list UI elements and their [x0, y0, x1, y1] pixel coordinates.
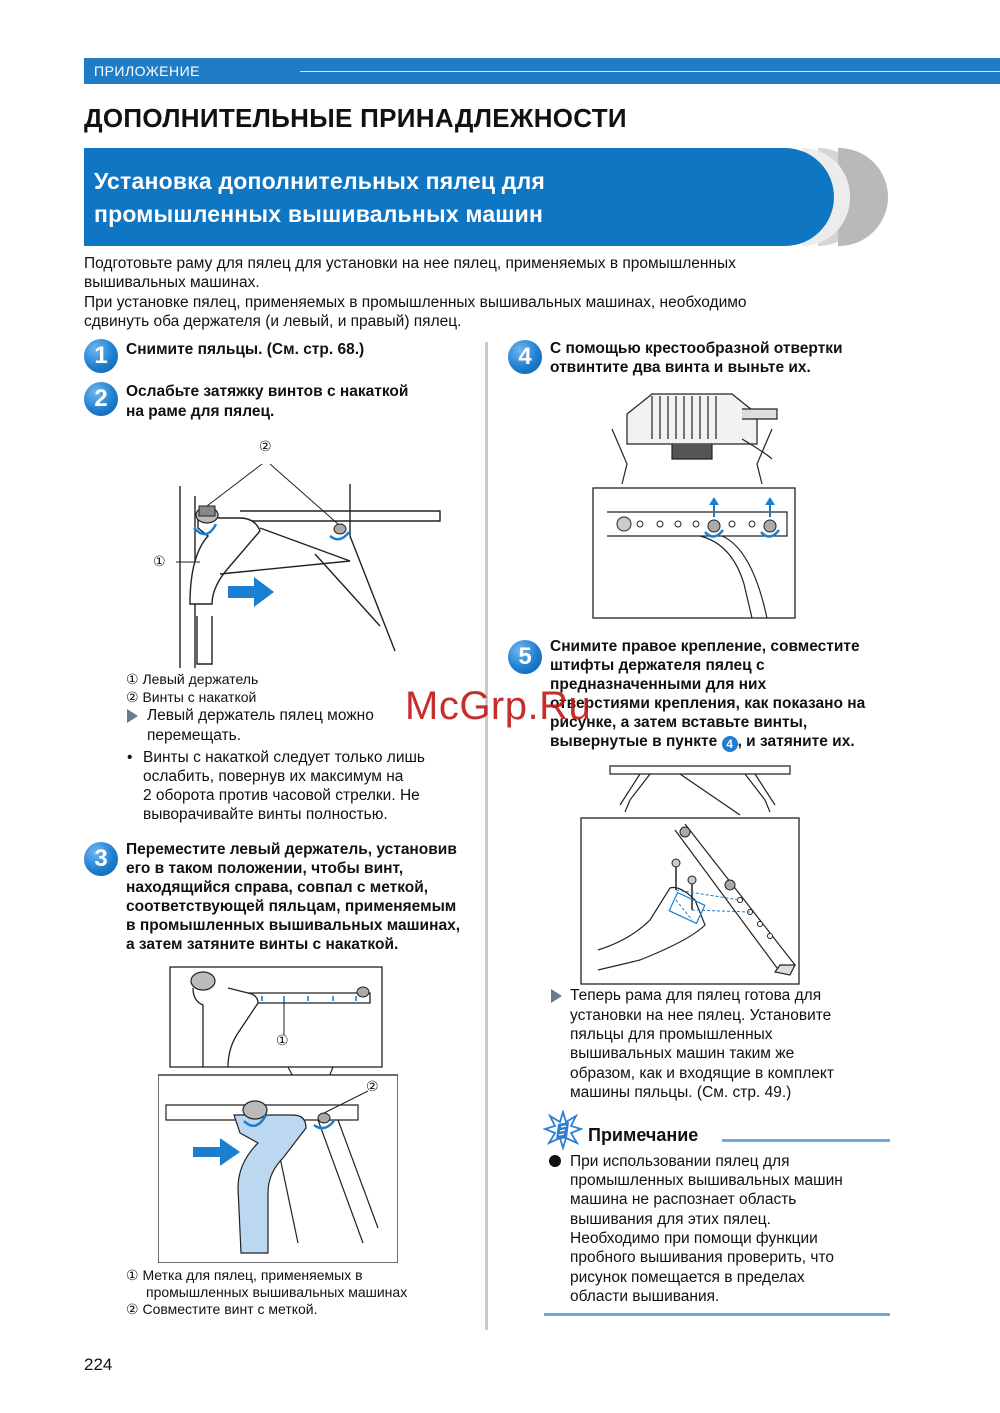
page-number: 224: [84, 1355, 113, 1374]
note-text: пробного вышивания проверить, что: [570, 1249, 834, 1266]
note-title: Примечание: [588, 1125, 699, 1145]
caption-text: Левый держатель: [142, 671, 259, 687]
intro-line: Подготовьте раму для пялец для установки на нее пялец, применяемых в промышленных: [84, 255, 736, 272]
bullet-icon: •: [127, 749, 133, 766]
note-text: Необходимо при помощи функции: [570, 1230, 818, 1247]
bracket-mount-illustration: [580, 760, 804, 986]
caption: [126, 1267, 363, 1284]
step-ref-badge: 4: [722, 736, 738, 752]
step-text: находящийся справа, совпал с меткой,: [126, 879, 429, 896]
callout-2: ②: [366, 1078, 379, 1094]
intro-line: При установке пялец, применяемых в промышленных вышивальных машинах, необходимо: [84, 294, 747, 311]
callout-1: ①: [276, 1032, 289, 1048]
caption-text: Винты с накаткой: [142, 689, 257, 705]
intro-line: сдвинуть оба держателя (и левый, и правый) пялец.: [84, 313, 462, 330]
subsection-banner: [84, 148, 834, 246]
intro-line: вышивальных машинах.: [84, 274, 260, 291]
caption: [126, 1301, 318, 1318]
step-text: вывернутые в пункте: [550, 733, 722, 750]
step-text: Снимите правое крепление, совместите: [550, 638, 860, 655]
step-text: соответствующей пяльцам, применяемым: [126, 898, 457, 915]
step-text: Ослабьте затяжку винтов с накаткой: [126, 383, 409, 400]
note-text: рисунок помещается в пределах: [570, 1269, 805, 1286]
result-text: установки на нее пялец. Установите: [570, 1007, 832, 1024]
step-text: в промышленных вышивальных машинах,: [126, 917, 460, 934]
left-holder-illustration: [150, 436, 450, 668]
result-text: перемещать.: [147, 727, 242, 744]
step-text: отверстиями крепления, как показано на: [550, 695, 866, 712]
header-bar: [84, 58, 1000, 84]
note-text: вышивания для этих пялец.: [570, 1211, 771, 1228]
result-text: Теперь рама для пялец готова для: [570, 987, 822, 1004]
caption-text: промышленных вышивальных машинах: [146, 1284, 408, 1300]
result-text: пяльцы для промышленных: [570, 1026, 773, 1043]
step-text: Снимите пяльцы. (См. стр. 68.): [126, 341, 365, 358]
step-number: 5: [508, 640, 542, 674]
step-number: 1: [84, 339, 118, 373]
step-number: 3: [84, 842, 118, 876]
note-text: области вышивания.: [570, 1288, 720, 1305]
bullet-text: ослабить, повернув их максимум на: [143, 768, 404, 785]
banner-title-line1: Установка дополнительных пялец для: [94, 168, 546, 194]
step-text: отвинтите два винта и выньте их.: [550, 359, 811, 376]
caption-number: ①: [126, 1267, 139, 1283]
screw-removal-illustration: [592, 384, 796, 620]
caption-number: ①: [126, 671, 139, 687]
watermark: McGrp.Ru: [405, 684, 592, 728]
bullet-text: 2 оборота против часовой стрелки. Не: [143, 787, 420, 804]
result-text: вышивальных машин таким же: [570, 1045, 795, 1062]
bullet-text: выворачивайте винты полностью.: [143, 806, 388, 823]
column-divider: [485, 342, 488, 1330]
step-text: , и затяните их.: [737, 733, 855, 750]
bullet-icon: [549, 1155, 561, 1167]
caption-text: Метка для пялец, применяемых в: [142, 1267, 363, 1283]
caption: [126, 671, 258, 688]
step-text: на раме для пялец.: [126, 403, 275, 420]
callout-1: ①: [153, 553, 166, 569]
result-text: образом, как и входящие в комплект: [570, 1065, 834, 1082]
step-text: Переместите левый держатель, установив: [126, 841, 457, 858]
caption-text: Совместите винт с меткой.: [142, 1301, 318, 1317]
result-arrow-icon: [127, 709, 138, 728]
result-text: машины пяльцы. (См. стр. 49.): [570, 1084, 792, 1101]
note-bottom-rule: [544, 1313, 890, 1316]
section-label: ПРИЛОЖЕНИЕ: [94, 63, 201, 79]
note-rule: [722, 1139, 890, 1142]
step-text: предназначенными для них: [550, 676, 767, 693]
note-text: машина не распознает область: [570, 1191, 797, 1208]
step-number: 2: [84, 382, 118, 416]
result-text: Левый держатель пялец можно: [147, 707, 374, 724]
note-text: При использовании пялец для: [570, 1153, 790, 1170]
holder-alignment-illustration: [158, 963, 398, 1263]
step-number: 4: [508, 340, 542, 374]
header-rule: [300, 71, 1000, 72]
banner-title-line2: промышленных вышивальных машин: [94, 201, 544, 227]
note-text: промышленных вышивальных машин: [570, 1172, 843, 1189]
step-text: рисунке, а затем вставьте винты,: [550, 714, 808, 731]
caption-number: ②: [126, 1301, 139, 1317]
step-text-last: [550, 732, 855, 752]
step-text: его в таком положении, чтобы винт,: [126, 860, 404, 877]
step-text: С помощью крестообразной отвертки: [550, 340, 843, 357]
note-icon: [543, 1110, 583, 1150]
page-title: ДОПОЛНИТЕЛЬНЫЕ ПРИНАДЛЕЖНОСТИ: [84, 103, 627, 133]
bullet-text: Винты с накаткой следует только лишь: [143, 749, 426, 766]
caption: [126, 689, 256, 706]
step-text: а затем затяните винты с накаткой.: [126, 936, 399, 953]
result-arrow-icon: [551, 989, 562, 1008]
caption-number: ②: [126, 689, 139, 705]
step-text: штифты держателя пялец с: [550, 657, 765, 674]
callout-2: ②: [259, 438, 272, 454]
